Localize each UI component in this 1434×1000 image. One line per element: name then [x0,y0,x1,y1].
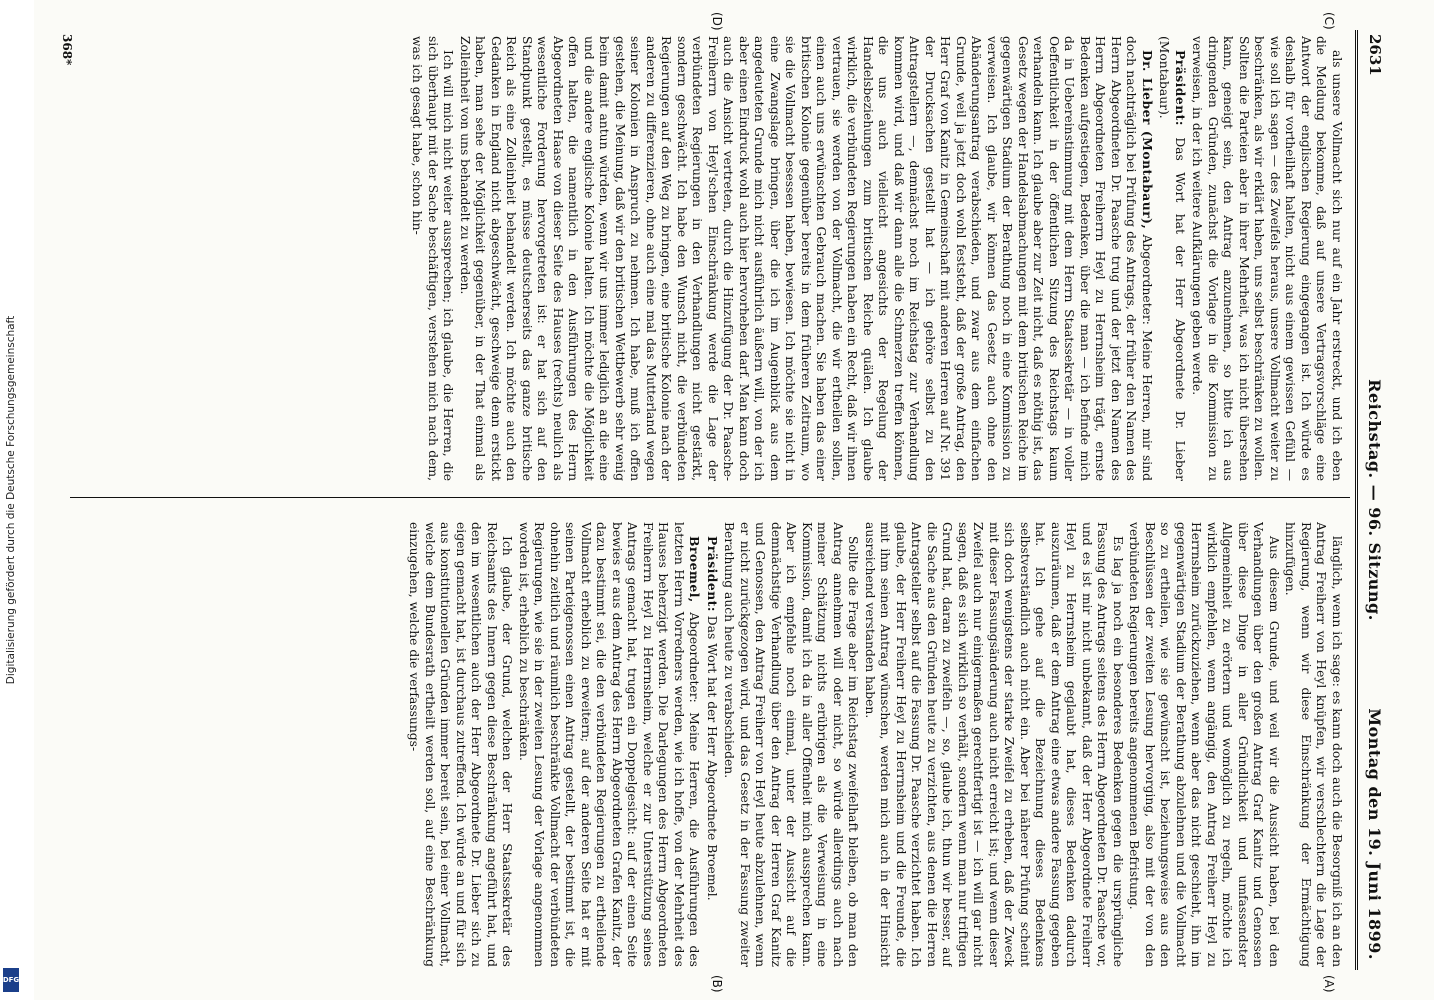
speech [516,522,703,967]
dfg-logo: DFG [3,968,19,992]
speech [457,36,1156,481]
margin-marker-b: (B) [710,975,724,993]
paragraph-text: Das Wort hat der Herr Abgeordnete Broemel. [705,615,719,901]
margin-marker-c: (C) [1322,12,1336,30]
speaker-label: Broemel, [687,536,703,603]
paragraph-text: Das Wort hat der Herr Abgeordnete Dr. Lieber (Montabaur). [1157,36,1187,481]
president-remark [1156,36,1188,481]
speaker-label: Präsident: [705,536,720,612]
paragraph: Ich glaube, der Grund, welchen der Herr Staatssekretär des Reichsamts des Innern gegen diese Beschränkung angeführt hat, und den im wesentlichen auch der Herr Abgeordnete Dr. Lieber sich zu eigen gemacht hat, ist durchaus zutreffend. Ich würde an und für sich aus konstitutionellen Gründen immer bereit sein, bei einer Vollmacht, welche dem Bundesrath ertheilt werden soll, auf eine Beschränkung einzugehen, welche die verfassungs- [407,522,515,967]
column-left [64,36,1344,481]
paragraph: als unsere Vollmacht sich nur auf ein Jahr erstreckt, und ich eben die Meldung bekomme, daß auf unsere Vertragsvorschläge eine Antwort der englischen Regierung eingegangen ist. Ich würde es deshalb für vortheilhaft halten, nicht aus einem gewissen Gefühl — wie soll ich sagen — des Zweifels heraus, unsere Vollmacht weiter zu beschränken, als wir erklärt haben, uns selbst beschränken zu wollen. Sollten die Parteien aber in ihrer Mehrheit, was ich nicht übersehen kann, geneigt sein, den Antrag anzunehmen, so bitte ich aus dringenden Gründen, zunächst die Vorlage in die Kommission zu verweisen, in der ich weitere Aufklärungen geben werde. [1190,36,1344,481]
paragraph: länglich, wenn ich sage: es kann doch auch die Besorgniß ich an den Antrag Freiherr von Heyl knüpfen, wir verschlechtern die Lage der Regierung, wenn wir diese Einschränkung der Ermächtigung hinzufügen. [1283,522,1344,967]
paragraph: Aus diesem Grunde, und weil wir die Aussicht haben, bei den Verhandlungen über den großen Antrag Graf Kanitz und Genossen über diese Dinge in aller Gründlichkeit und umfassendster Allgemeinheit zu erörtern und womöglich zu regeln, möchte ich wirklich empfehlen, wenn angängig, den Antrag Freiherr Heyl zu Herrnsheim zurückzuziehen, wenn aber das nicht geschieht, ihn im gegenwärtigen Stadium der Berathung abzulehnen und die Vollmacht so zu ertheilen, wie sie gewünscht ist, beziehungsweise aus den Beschlüssen der zweiten Lesung hervorging, also mit der von den verbündeten Regierungen bereits angenommenen Befristung. [1127,522,1281,967]
funding-note-text: Digitalisierung gefördert durch die Deutsche Forschungsgemeinschaft [5,315,17,685]
paragraph: Es lag ja noch ein besonderes Bedenken gegen die ursprüngliche Fassung des Antrags seitens des Herrn Abgeordneten Dr. Paasche vor, und es ist mir nicht unbekannt, daß der Herr Abgeordnete Freiherr Heyl zu Herrnsheim geglaubt hat, dieses Bedenken dadurch auszuräumen, daß er dem Antrag eine etwas andere Fassung gegeben hat. Ich gehe auf die Bezeichnung dieses Bedenkens selbstverständlich auch nicht ein. Aber bei näherer Prüfung scheint sich doch wenigstens der starke Zweifel zu erheben, daß der Zweck mit dieser Fassungsänderung auch nicht erreicht ist; und wenn dieser Zweifel auch nur einigermaßen gerechtfertigt ist — ich will gar nicht sagen, daß es sich wirklich so verhält, sondern wenn man nur triftigen Grund hat, daran zu zweifeln —, so, glaube ich, thun wir besser, auf die Sache aus den Gründen heute zu verzichten, aus denen die Herren Antragsteller selbst auf die Fassung Dr. Paasche verzichtet haben. Ich glaube, der Herr Freiherr Heyl zu Herrnsheim und die Freunde, die mit ihm seinen Antrag wünschen, werden mich auch in der Hinsicht ausreichend verstanden haben. [863,522,1125,967]
sheet-signature: 368* [60,34,74,66]
paragraph: Ich will mich nicht weiter aussprechen; ich glaube, die Herren, die sich überhaupt mit der Sache beschäftigen, verstehen mich nach dem, was ich gesagt habe, schon hin- [410,36,456,481]
paragraph: Sollte die Frage aber im Reichstag zweifelhaft bleiben, ob man den Antrag annehmen will oder nicht, so würde allerdings auch nach meiner Schätzung nichts erübrigen als die Verweisung in eine Kommission, damit ich da in aller Offenheit mich aussprechen kann. Aber ich empfehle noch einmal, unter der Aussicht auf die demnächstige Verhandlung über den Antrag der Herren Graf Kanitz und Genossen, den Antrag Freiherr von Heyl heute abzulehnen, wenn er nicht zurückgezogen wird, und das Gesetz in der Fassung zweiter Berathung auch heute zu verabschieden. [722,522,861,967]
speaker-label: Dr. Lieber (Montabaur), [1140,50,1155,230]
column-right [64,522,1344,967]
paragraph-text: Abgeordneter: Meine Herren, mir sind doch nachträglich bei Prüfung des Antrags, der früher den Namen des Herrn Abgeordneten Dr. Paasche trug und der jetzt den Namen des Herrn Abgeordneten Freiherrn Heyl zu Herrnsheim trägt, ernste Bedenken aufgestiegen, Bedenken, über die man — ich befinde mich da in Uebereinstimmung mit dem Herrn Staatssekretär — in voller Oeffentlichkeit in der öffentlichen Sitzung des Reichstags kaum verhandeln kann. Ich glaube aber zur Zeit nicht, daß es nöthig ist, das Gesetz wegen der Handelsabmachungen mit dem britischen Reiche im gegenwärtigen Stadium der Berathung noch in eine Kommission zu verweisen. Ich glaube, wir können das Gesetz auch ohne den Abänderungsantrag verabschieden, und zwar aus dem einfachen Grunde, weil ja jetzt doch wohl feststeht, daß der große Antrag, den Herr Graf von Kanitz in Gemeinschaft mit anderen Herren auf Nr. 391 der Drucksachen gestellt hat — ich gehöre selbst zu den Antragstellern —, demnächst noch im Reichstag zur Verhandlung kommen wird, und daß wir dann alle die Schmerzen treffen können, die uns auch vielleicht angesichts der Regelung der Handelsbeziehungen zum britischen Reiche quälen. Ich glaube wirklich, die verbündeten Regierungen haben ein Recht, daß wir ihnen vertrauen, sie werden von der Vollmacht, die wir ertheilen sollen, einen auch uns erwünschten Gebrauch machen. Sie haben das einer britischen Kolonie gegenüber bereits in dem früheren Zeitraum, wo sie die Vollmacht besessen haben, bewiesen. Ich möchte sie nicht in eine Zwangslage bringen, über die ich im Augenblick aus dem angedeuteten Grunde mich nicht ausführlich äußern will, von der ich aber einen Eindruck wohl auch hier hervorheben darf. Man kann doch auch die Ansicht vertreten, durch die Hinzufügung der Dr. Paasche-Freiherrn von Heyl'schen Einschränkung werde die Lage der verbündeten Regierungen in den Verhandlungen nicht gestärkt, sondern geschwächt. Ich habe den Wunsch nicht, die verbündeten Regierungen auf den Weg zu bringen, eine britische Kolonie nach der anderen zu differenzieren, ohne auch eine mal das Mutterland wegen seiner Kolonien in Anspruch zu nehmen. Ich habe, muß ich offen gestehen, die Meinung, daß wir den britischen Wettbewerb sehr wenig beim damit antun würden, wenn wir uns immer lediglich an die eine und die andere englische Kolonie halten. Ich möchte die Möglichkeit offen halten, die namentlich in den Ausführungen des Herrn Abgeordneten Haase von dieser Seite des Hauses (rechts) neulich als wesentliche Forderung hervorgetreten ist: er hat sich auf den Standpunkt gestellt, es müsse deutscherseits das ganze britische Reich als eine Zolleinheit behandelt werden. Ich möchte auch den Gedanken in England nicht abgeschwächt, geschweige denn erstickt haben, man sehe der Möglichkeit gegenüber, in der That einmal als Zolleinheit von uns behandelt zu werden. [458,36,1154,481]
column-divider [70,497,1350,498]
page-number: 2631 [1366,34,1384,76]
funding-note [0,0,22,1000]
margin-marker-d: (D) [710,12,724,31]
president-remark [704,522,721,967]
header-date: Montag den 19. Juni 1899. [1365,708,1384,960]
paragraph-text: Abgeordneter: Meine Herren, die Ausführungen des letzten Herrn Vorredners werden, wie ich hoffe, von der Mehrheit des Hauses beherzigt werden. Die Darlegungen des Herrn Abgeordneten Freiherrn Heyl zu Herrnsheim, welche er zur Unterstützung seines Antrags gemacht hat, trugen ein Doppelgesicht: auf der einen Seite bewies er aus dem Antrag des Herrn Abgeordneten Grafen Kanitz, der dazu bestimmt sei, die den verbündeten Regierungen zu ertheilende Vollmacht erheblich zu erweitern; auf der anderen Seite hat er mit seinen Parteigenossen einen Antrag gestellt, der bestimmt ist, die ohnehin zeitlich und räumlich beschränkte Vollmacht der verbündeten Regierungen, wie sie in der zweiten Lesung der Vorlage angenommen worden ist, erheblich zu beschränken. [517,522,702,967]
margin-marker-a: (A) [1322,975,1336,993]
scanned-page [34,0,1434,1000]
header-rule [1355,30,1358,970]
header-title: Reichstag. — 96. Sitzung. [1365,379,1384,621]
page-header [1348,0,1434,1000]
speaker-label: Präsident: [1173,50,1188,126]
